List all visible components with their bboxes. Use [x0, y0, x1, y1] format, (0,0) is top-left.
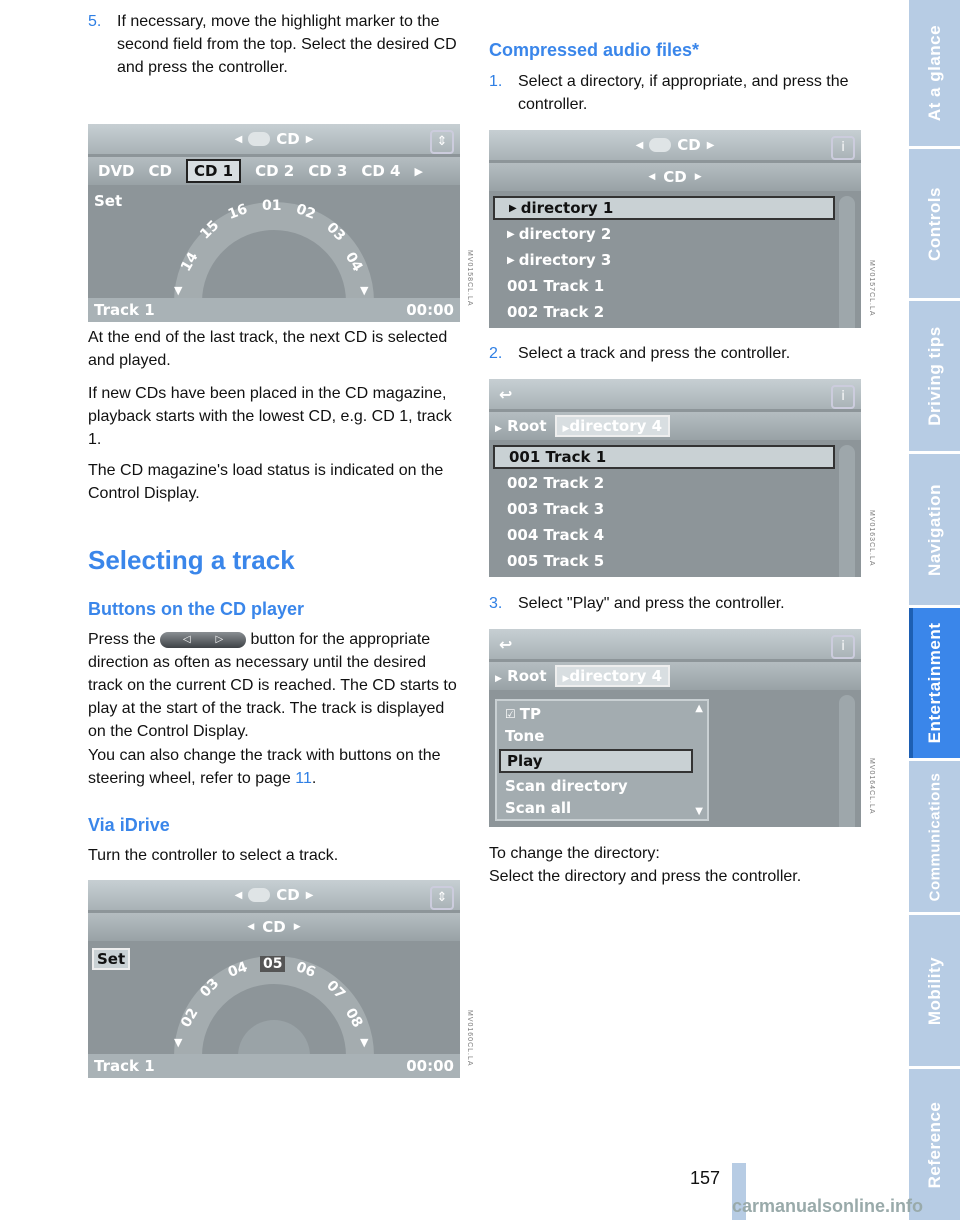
- next-arrow-icon[interactable]: ▶: [414, 164, 423, 178]
- image-code: MV0158CL.LA: [466, 250, 473, 307]
- list-item[interactable]: 002 Track 2: [507, 474, 605, 492]
- subheading-buttons: Buttons on the CD player: [88, 599, 305, 619]
- set-label[interactable]: Set: [92, 948, 130, 970]
- cd-tabs: [88, 157, 460, 185]
- list-item[interactable]: ▶ directory 3: [507, 251, 612, 269]
- image-code: MV0164CL.LA: [868, 758, 875, 815]
- sidebar-tab-reference[interactable]: Reference: [909, 1069, 960, 1220]
- menu-item-scan-all[interactable]: Scan all: [505, 799, 572, 817]
- step-3: 3. Select "Play" and press the controller.: [489, 595, 785, 612]
- menu-item-play[interactable]: Play: [499, 749, 693, 773]
- list-item[interactable]: ▶ directory 2: [507, 225, 612, 243]
- list-item[interactable]: 001 Track 1: [493, 445, 835, 469]
- screen-top-bar: [489, 629, 861, 659]
- tab-cd3[interactable]: CD 3: [308, 162, 348, 180]
- subheading-compressed: Compressed audio files*: [489, 40, 700, 60]
- sidebar-tab-mobility[interactable]: Mobility: [909, 915, 960, 1066]
- directory-list-screen: [489, 130, 861, 328]
- scrollbar[interactable]: [839, 695, 855, 827]
- menu-icon[interactable]: ⇕: [430, 886, 454, 910]
- breadcrumb: [489, 412, 861, 440]
- menu-item-scan-directory[interactable]: Scan directory: [505, 777, 628, 795]
- down-arrow-icon: ▼: [360, 1036, 369, 1049]
- options-menu-screen: [489, 629, 861, 827]
- list-item[interactable]: 005 Track 5: [507, 552, 605, 570]
- step-5: 5. If necessary, move the highlight marker to the second field from the top. Select the desired CD and press the controller.: [88, 13, 457, 76]
- tab-cd2[interactable]: CD 2: [255, 162, 295, 180]
- list-item[interactable]: 002 Track 2: [507, 303, 605, 321]
- breadcrumb: [489, 662, 861, 690]
- step-2: 2. Select a track and press the controller.: [489, 345, 791, 362]
- track-select-screen: ◀ CD ▶ ⇕ ◀ CD ▶ Set 02 03 04 05 06 07 08 ▼ ▼ Track 1 00:00: [88, 880, 460, 1078]
- popup-menu: [495, 699, 709, 821]
- menu-icon[interactable]: ⇕: [430, 130, 454, 154]
- scroll-down-icon[interactable]: ▼: [695, 806, 703, 817]
- sidebar-tab-navigation[interactable]: Navigation: [909, 454, 960, 605]
- set-label[interactable]: Set: [94, 192, 123, 210]
- list-item[interactable]: 001 Track 1: [507, 277, 605, 295]
- page-number: 157: [690, 1168, 721, 1188]
- source-bar: ◀ CD ▶: [88, 913, 460, 941]
- sidebar-tab-communications[interactable]: Communications: [909, 761, 960, 912]
- change-directory-note: To change the directory: Select the directory and press the controller.: [489, 845, 802, 885]
- sidebar-tab-entertainment[interactable]: Entertainment: [909, 608, 960, 758]
- screen-top-bar: ◀ CD ▶: [88, 124, 460, 154]
- site-watermark: carmanualsonline.info: [732, 1196, 924, 1216]
- sidebar-tab-at-a-glance[interactable]: At a glance: [909, 0, 960, 146]
- menu-icon[interactable]: i: [831, 136, 855, 160]
- list-item[interactable]: 004 Track 4: [507, 526, 605, 544]
- tab-cd4[interactable]: CD 4: [361, 162, 401, 180]
- breadcrumb-dir[interactable]: ▶directory 4: [555, 415, 671, 437]
- back-icon[interactable]: ↩: [499, 634, 513, 654]
- menu-icon[interactable]: i: [831, 635, 855, 659]
- section-heading: Selecting a track: [88, 545, 295, 575]
- screen-footer: Track 1 00:00: [88, 1054, 460, 1078]
- down-arrow-icon: ▼: [174, 1036, 183, 1049]
- paragraph-turn: Turn the controller to select a track.: [88, 847, 339, 864]
- sidebar-tab-driving-tips[interactable]: Driving tips: [909, 301, 960, 451]
- image-code: MV0163CL.LA: [868, 510, 875, 567]
- scrollbar[interactable]: [839, 196, 855, 328]
- screen-top-bar: ◀ CD ▶: [489, 130, 861, 160]
- page-link[interactable]: 11: [295, 770, 312, 787]
- tab-cd1[interactable]: CD 1: [186, 159, 241, 183]
- sidebar-tab-controls[interactable]: Controls: [909, 149, 960, 298]
- step-1: 1. Select a directory, if appropriate, and press the controller.: [489, 73, 849, 113]
- list-item[interactable]: ▶ directory 1: [493, 196, 835, 220]
- paragraph-buttons: Press the ◁ ▷ button for the appropriate direction as often as necessary until the desired track on the current CD is reached. The CD starts to play at the start of the track. The track is displayed on the Control Display.: [88, 631, 457, 740]
- source-bar: ◀ CD ▶: [489, 163, 861, 191]
- subheading-idrive: Via iDrive: [88, 815, 170, 835]
- paragraph-steering: You can also change the track with buttons on the steering wheel, refer to page 11.: [88, 747, 441, 787]
- breadcrumb-root[interactable]: ▶ Root: [495, 417, 547, 435]
- screen-top-bar: ◀ CD ▶: [88, 880, 460, 910]
- track-button-icon: ◁ ▷: [160, 632, 246, 648]
- paragraph-next-cd: At the end of the last track, the next CD is selected and played.: [88, 329, 448, 369]
- menu-icon[interactable]: i: [831, 385, 855, 409]
- back-icon[interactable]: ↩: [499, 384, 513, 404]
- menu-item-tp[interactable]: ☑ TP: [505, 705, 541, 723]
- cd-select-screen: ◀ CD ▶ ⇕ DVD CD CD 1 CD 2 CD 3 CD 4 ▶ Set 14 15 16 01 02 03 04 ▼ ▼ Track 1 00:00: [88, 124, 460, 322]
- track-list-screen: [489, 379, 861, 577]
- screen-top-bar: [489, 379, 861, 409]
- image-code: MV0157CL.LA: [868, 260, 875, 317]
- image-code: MV0160CL.LA: [466, 1010, 473, 1067]
- menu-item-tone[interactable]: Tone: [505, 727, 545, 745]
- tab-dvd[interactable]: DVD: [98, 162, 135, 180]
- list-item[interactable]: 003 Track 3: [507, 500, 605, 518]
- scroll-up-icon[interactable]: ▲: [695, 703, 703, 714]
- down-arrow-icon: ▼: [360, 284, 369, 297]
- paragraph-new-cds: If new CDs have been placed in the CD magazine, playback starts with the lowest CD, e.g. CD 1, track 1.: [88, 385, 452, 448]
- paragraph-load-status: The CD magazine's load status is indicated on the Control Display.: [88, 462, 444, 502]
- down-arrow-icon: ▼: [174, 284, 183, 297]
- breadcrumb-root[interactable]: ▶ Root: [495, 667, 547, 685]
- scrollbar[interactable]: [839, 445, 855, 577]
- tab-cd[interactable]: CD: [148, 162, 172, 180]
- breadcrumb-dir[interactable]: ▶directory 4: [555, 665, 671, 687]
- screen-footer: Track 1 00:00: [88, 298, 460, 322]
